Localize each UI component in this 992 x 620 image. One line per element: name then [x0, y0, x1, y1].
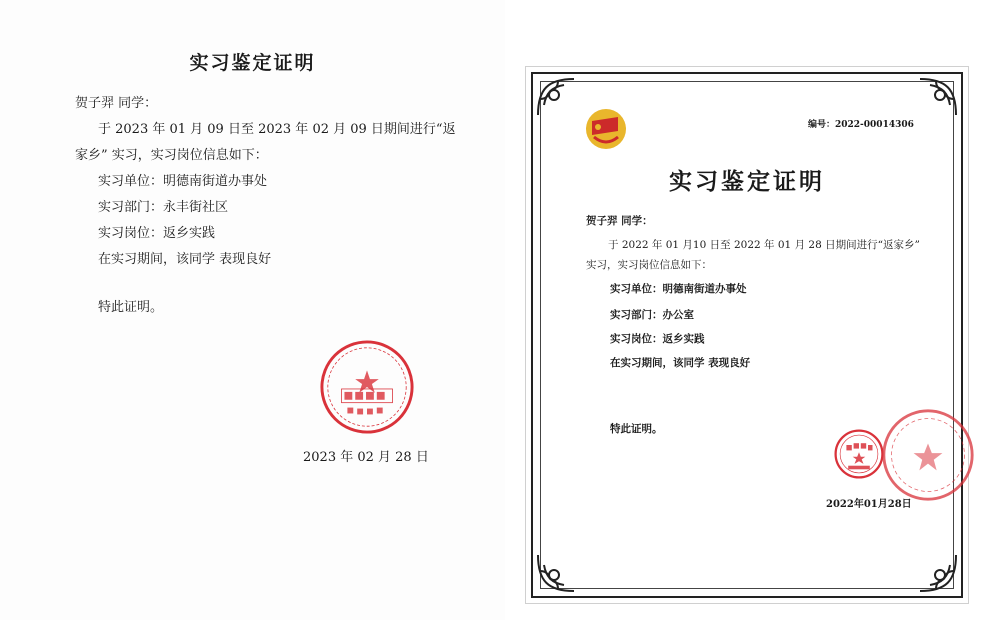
youth-league-emblem-icon	[584, 107, 628, 151]
certificate-department: 实习部门：办公室	[610, 309, 694, 321]
certificate-title: 实习鉴定证明	[669, 168, 825, 195]
official-seal-stamp	[318, 338, 416, 436]
certificate-body-line-2: 实习，实习岗位信息如下：	[586, 259, 712, 271]
letter-date: 2023 年 02 月 28 日	[303, 450, 429, 465]
certificate-number: 编号：2022-00014306	[808, 120, 914, 130]
corner-ornament-bottom-left	[534, 547, 582, 595]
certificate-body-line-1: 于 2022 年 01 月10 日至 2022 年 01 月 28 日期间进行“返家乡”	[608, 239, 920, 251]
letter-position: 实习岗位：返乡实践	[98, 226, 216, 241]
small-seal-stamp	[832, 427, 886, 481]
letter-closing: 特此证明。	[98, 300, 164, 315]
certificate-closing: 特此证明。	[610, 423, 663, 435]
letter-department: 实习部门：永丰街社区	[98, 200, 229, 215]
certificate-date: 2022年01月28日	[826, 499, 912, 510]
certificate-position: 实习岗位：返乡实践	[610, 333, 705, 345]
corner-ornament-top-right	[912, 75, 960, 123]
corner-ornament-top-left	[534, 75, 582, 123]
large-seal-stamp	[880, 407, 976, 503]
certificate-performance: 在实习期间，该同学 表现良好	[610, 357, 751, 369]
letter-body-line-1: 于 2023 年 01 月 09 日至 2023 年 02 月 09 日期间进行“返	[98, 122, 456, 137]
letter-unit: 实习单位：明德南街道办事处	[98, 174, 268, 189]
letter-performance: 在实习期间，该同学 表现良好	[98, 252, 272, 267]
certificate-unit: 实习单位：明德南街道办事处	[610, 283, 747, 295]
letter-salutation: 贺子羿 同学：	[75, 96, 158, 111]
letter-title: 实习鉴定证明	[189, 52, 316, 74]
corner-ornament-bottom-right	[912, 547, 960, 595]
certificate-inner-border	[540, 81, 954, 589]
certificate-salutation: 贺子羿 同学：	[586, 215, 653, 227]
right-certificate	[526, 67, 968, 603]
letter-body-line-2: 家乡” 实习，实习岗位信息如下：	[75, 148, 268, 163]
